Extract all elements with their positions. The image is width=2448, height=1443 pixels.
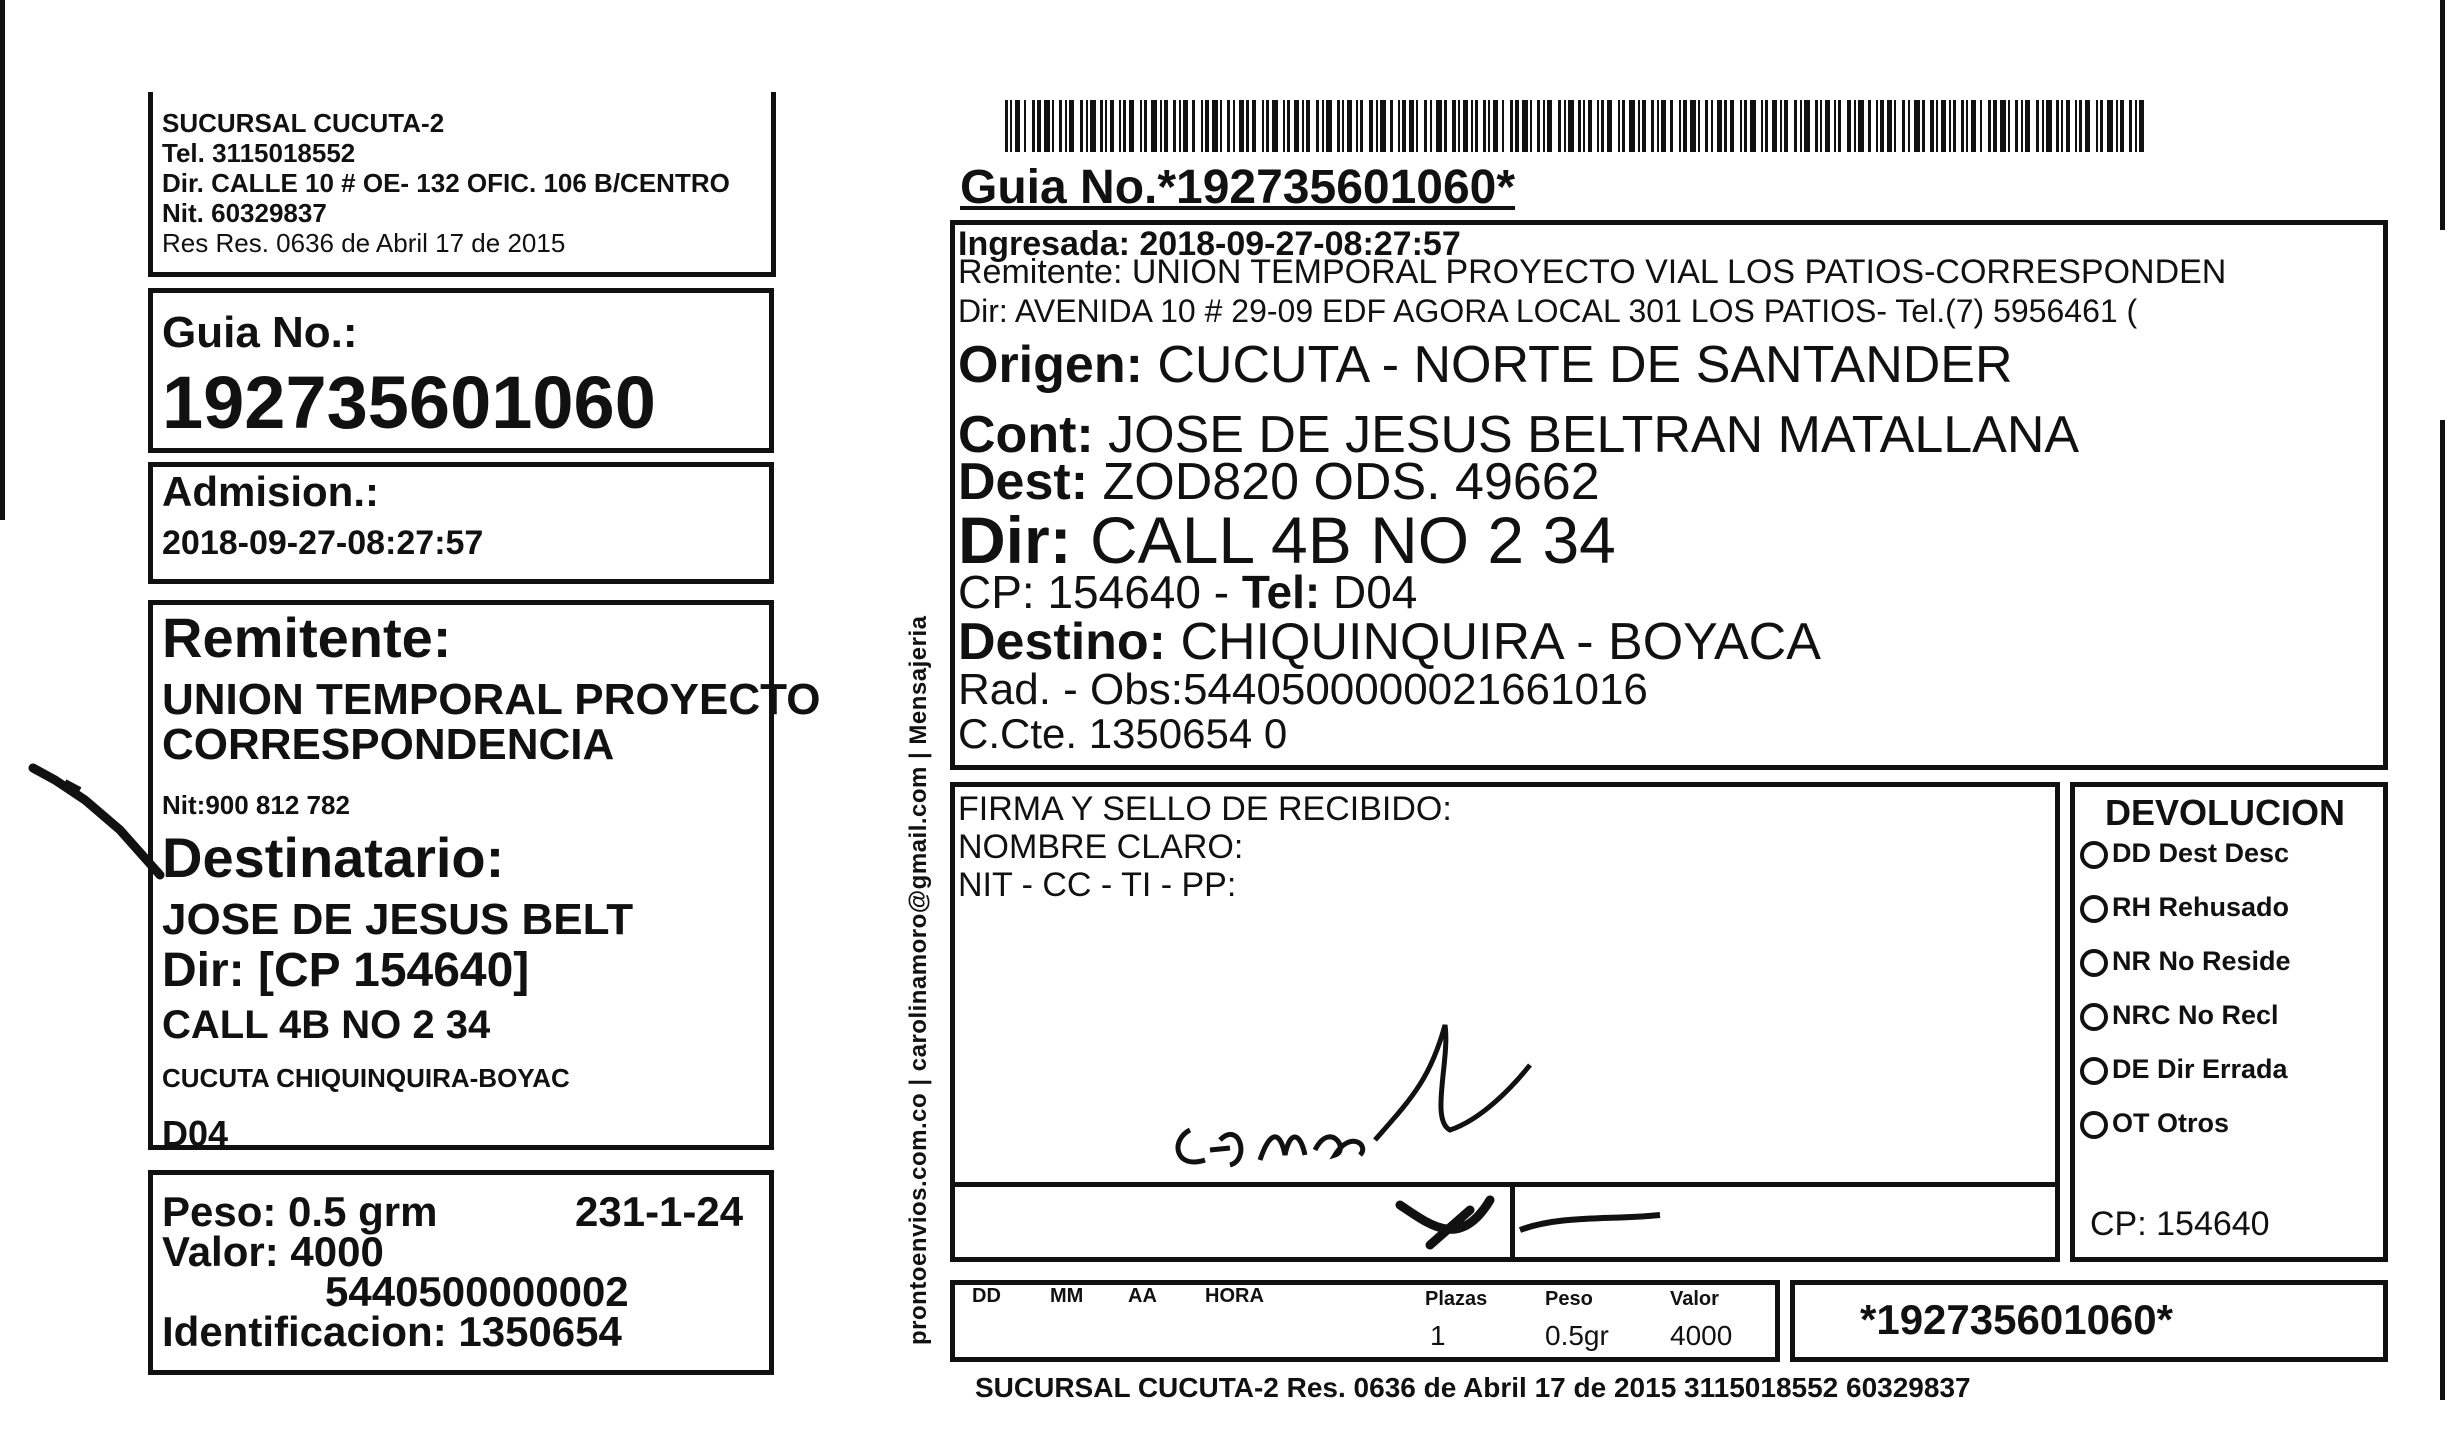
dir-label: Dir: — [958, 503, 1072, 577]
devolucion-title: DEVOLUCION — [2105, 792, 2346, 833]
guia-number: 192735601060 — [162, 361, 656, 444]
table-header-hora: HORA — [1205, 1285, 1264, 1307]
cp-text: CP: 154640 - — [958, 566, 1242, 618]
radio-circle-icon — [2080, 841, 2108, 869]
dest-label: Dest: — [958, 453, 1089, 511]
remitente-line: Remitente: UNION TEMPORAL PROYECTO VIAL LOS PATIOS-CORRESPONDEN — [958, 253, 2227, 291]
cont-label: Cont: — [958, 406, 1094, 464]
rad-line: Rad. - Obs:5440500000021661016 — [958, 665, 1648, 714]
radio-circle-icon — [2080, 1003, 2108, 1031]
admision-value: 2018-09-27-08:27:57 — [162, 524, 484, 562]
radio-circle-icon — [2080, 1111, 2108, 1139]
sucursal-line-4: Nit. 60329837 — [162, 198, 327, 228]
remitente-nit: Nit:900 812 782 — [162, 790, 350, 820]
guia-title: Guia No.*192735601060* — [960, 161, 1516, 214]
tel-label: Tel: — [1241, 566, 1321, 618]
origen-label: Origen: — [958, 336, 1143, 394]
destino-value: CHIQUINQUIRA - BOYACA — [1180, 613, 1821, 671]
guia-code-text: *192735601060* — [1860, 1296, 2173, 1343]
sucursal-line-3: Dir. CALLE 10 # OE- 132 OFIC. 106 B/CENTRO — [162, 168, 730, 198]
devolucion-option-label: DE Dir Errada — [2112, 1054, 2288, 1084]
right-edge-line-top — [2440, 0, 2445, 230]
cont-value: JOSE DE JESUS BELTRAN MATALLANA — [1108, 406, 2080, 464]
devolucion-cp: CP: 154640 — [2090, 1205, 2270, 1243]
peso-value: Peso: 0.5 grm — [162, 1188, 438, 1235]
table-header-valor: Valor — [1670, 1288, 1719, 1310]
admision-label: Admision.: — [162, 468, 379, 515]
table-header-dd: DD — [972, 1285, 1001, 1307]
radio-circle-icon — [2080, 949, 2108, 977]
origen-value: CUCUTA - NORTE DE SANTANDER — [1157, 336, 2013, 394]
table-value-peso: 0.5gr — [1545, 1320, 1609, 1351]
table-header-peso: Peso — [1545, 1288, 1593, 1310]
remitente-label: Remitente: — [162, 606, 452, 669]
table-value-plazas: 1 — [1430, 1320, 1446, 1351]
dir-value: CALL 4B NO 2 34 — [1090, 503, 1616, 577]
nit-label: NIT - CC - TI - PP: — [958, 866, 1237, 904]
remitente-line-2: CORRESPONDENCIA — [162, 720, 615, 769]
table-header-aa: AA — [1128, 1285, 1157, 1307]
ingresada-text: Ingresada: 2018-09-27-08:27:57 — [958, 225, 1461, 263]
devolucion-option-label: OT Otros — [2112, 1108, 2230, 1138]
devolucion-option-ot — [2080, 1108, 2229, 1139]
sucursal-line-2: Tel. 3115018552 — [162, 138, 356, 168]
guia-label: Guia No.: — [162, 308, 358, 357]
barcode-gap — [2144, 100, 2148, 152]
destinatario-label: Destinatario: — [162, 826, 505, 889]
devolucion-option-nrc — [2080, 1000, 2279, 1031]
devolucion-option-label: NRC No Recl — [2112, 1000, 2279, 1030]
codigo-value: 231-1-24 — [575, 1188, 744, 1235]
destinatario-dir: Dir: [CP 154640] — [162, 944, 530, 997]
table-header-mm: MM — [1050, 1285, 1084, 1307]
sucursal-line-1: SUCURSAL CUCUTA-2 — [162, 108, 445, 138]
dir-remitente-line: Dir: AVENIDA 10 # 29-09 EDF AGORA LOCAL 301 LOS PATIOS- Tel.(7) 5956461 ( — [958, 293, 2138, 329]
destinatario-address: CALL 4B NO 2 34 — [162, 1003, 491, 1047]
devolucion-option-nr — [2080, 946, 2291, 977]
destinatario-name: JOSE DE JESUS BELT — [162, 895, 634, 944]
radio-circle-icon — [2080, 1057, 2108, 1085]
valor-value: Valor: 4000 — [162, 1228, 384, 1275]
table-value-valor: 4000 — [1670, 1320, 1733, 1351]
barcode — [1005, 100, 2155, 152]
right-edge-line-bottom — [2440, 420, 2445, 1400]
devolucion-option-rh — [2080, 892, 2289, 923]
arrow-mark — [25, 760, 175, 890]
devolucion-option-dd — [2080, 838, 2289, 869]
devolucion-option-label: DD Dest Desc — [2112, 838, 2290, 868]
devolucion-option-label: RH Rehusado — [2112, 892, 2290, 922]
remitente-line-1: UNION TEMPORAL PROYECTO — [162, 675, 821, 724]
identificacion-value: Identificacion: 1350654 — [162, 1308, 622, 1355]
destino-label: Destino: — [958, 613, 1166, 671]
table-header-plazas: Plazas — [1425, 1288, 1488, 1310]
nombre-label: NOMBRE CLARO: — [958, 828, 1244, 866]
destino-line — [958, 612, 1821, 672]
firma-label: FIRMA Y SELLO DE RECIBIDO: — [958, 790, 1452, 828]
devolucion-option-de — [2080, 1054, 2288, 1085]
cp-tel-line — [958, 565, 1417, 619]
signature-scribble-2 — [1390, 1190, 1690, 1260]
radicado-value: 5440500000002 — [325, 1268, 629, 1315]
vertical-contact-text: prontoenvios.com.co | carolinamoro@gmail.com | Mensajeria — [905, 615, 932, 1345]
tel-value: D04 — [1333, 566, 1418, 618]
destinatario-city: CUCUTA CHIQUINQUIRA-BOYAC — [162, 1063, 570, 1093]
handwritten-signature — [1150, 1020, 1600, 1190]
radio-circle-icon — [2080, 895, 2108, 923]
destinatario-tel: D04 — [162, 1113, 229, 1154]
ccte-line: C.Cte. 1350654 0 — [958, 710, 1288, 757]
left-edge-line — [0, 0, 5, 520]
devolucion-option-label: NR No Reside — [2112, 946, 2291, 976]
footer-text: SUCURSAL CUCUTA-2 Res. 0636 de Abril 17 de 2015 3115018552 60329837 — [975, 1372, 1971, 1403]
origen-line — [958, 335, 2013, 395]
sucursal-line-5: Res Res. 0636 de Abril 17 de 2015 — [162, 228, 566, 258]
dest-value: ZOD820 ODS. 49662 — [1102, 453, 1600, 511]
